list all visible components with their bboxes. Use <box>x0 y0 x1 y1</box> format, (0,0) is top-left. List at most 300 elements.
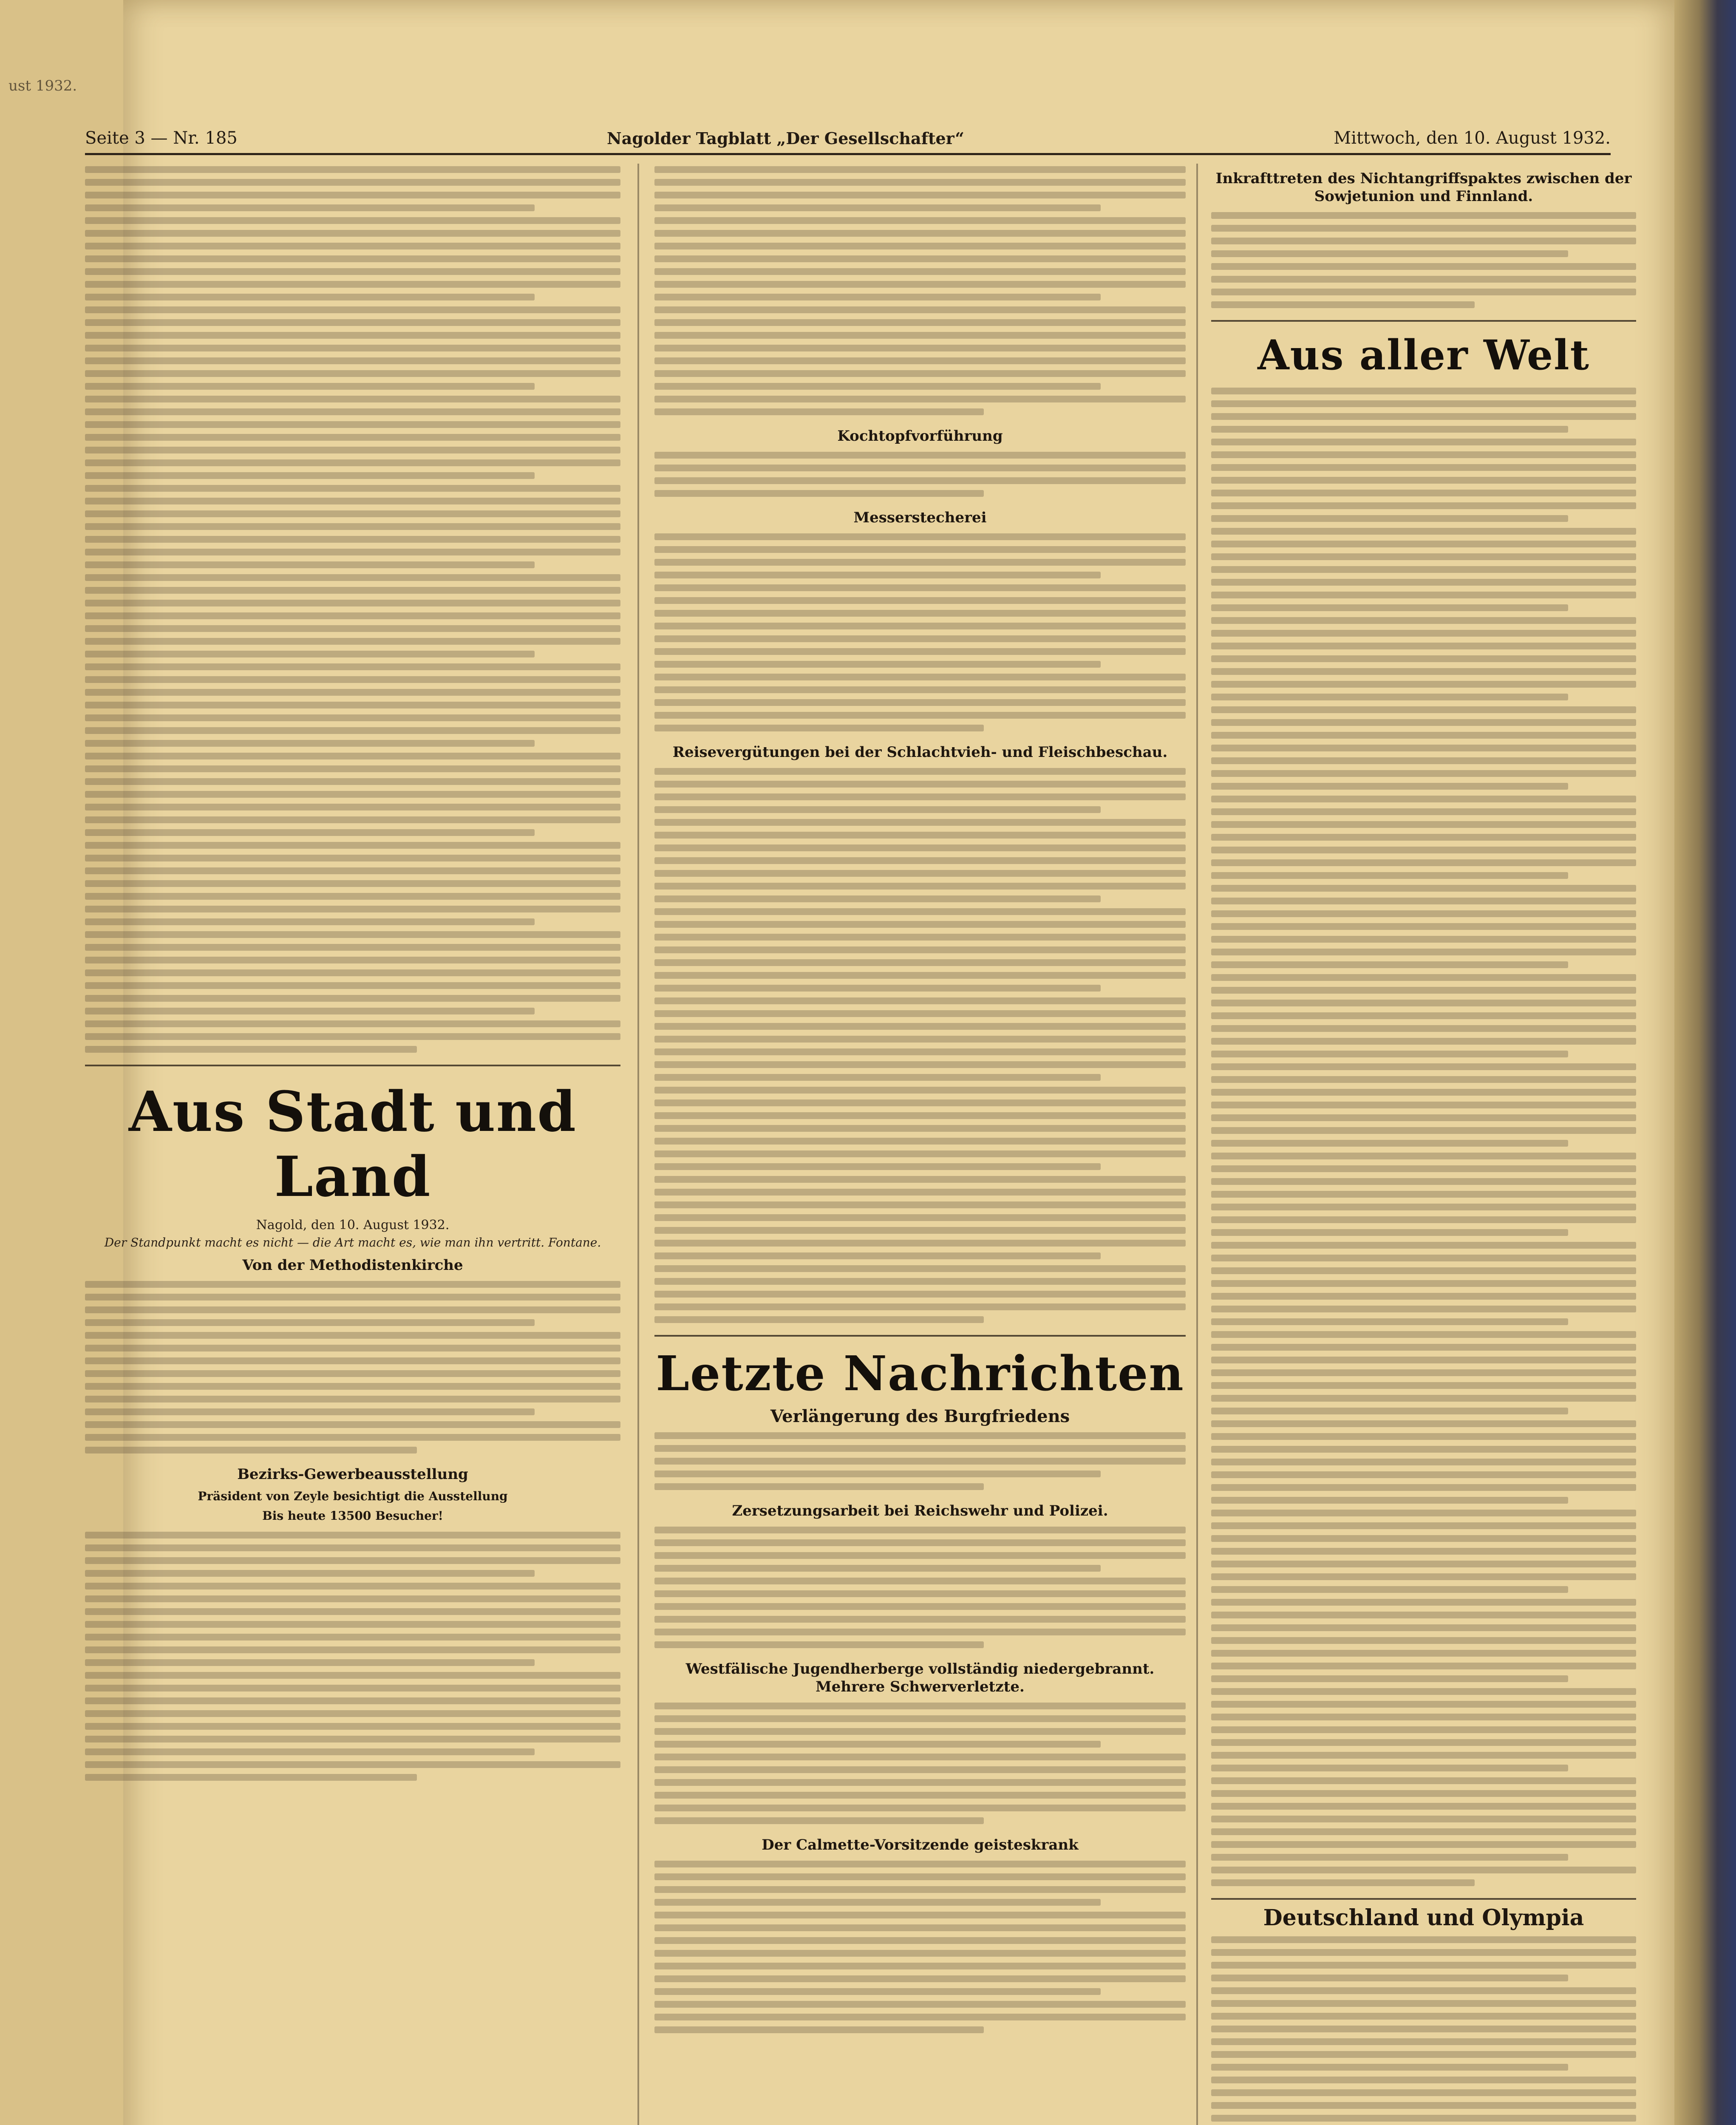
text-line <box>1211 1408 1568 1414</box>
text-line <box>654 1227 1186 1234</box>
text-line <box>654 1112 1186 1119</box>
text-line <box>1211 2000 1636 2007</box>
text-line <box>1211 1586 1568 1593</box>
text-line <box>85 1544 620 1551</box>
text-line <box>85 1595 620 1602</box>
column-2 <box>654 164 1186 2125</box>
text-line <box>1211 1637 1636 1644</box>
text-line <box>1211 1051 1568 1057</box>
text-line <box>85 957 620 963</box>
text-line <box>85 765 620 772</box>
text-line <box>654 661 1101 668</box>
text-line <box>85 1281 620 1288</box>
headline-jugendherberge: Westfälische Jugendherberge vollständig niedergebrannt. Mehrere Schwerverletzte. <box>685 1660 1155 1695</box>
text-line <box>1211 1344 1636 1351</box>
text-line <box>654 1483 984 1490</box>
text-line <box>85 689 620 696</box>
text-line <box>85 816 620 823</box>
text-line <box>85 1659 535 1666</box>
text-line <box>654 1201 1186 1208</box>
text-line <box>1211 1949 1636 1956</box>
text-line <box>654 319 1186 326</box>
text-line <box>85 893 620 900</box>
text-line <box>1211 1433 1636 1440</box>
text-line <box>85 1697 620 1704</box>
text-line <box>85 1046 417 1053</box>
text-line <box>85 179 620 186</box>
text-line <box>654 1087 1186 1094</box>
text-line <box>85 1434 620 1441</box>
text-line <box>654 883 1186 890</box>
text-line <box>1211 592 1636 598</box>
text-line <box>654 1278 1186 1285</box>
text-line <box>85 1447 417 1454</box>
text-line <box>1211 1777 1636 1784</box>
text-line <box>654 768 1186 775</box>
text-line <box>654 1176 1186 1183</box>
text-line <box>1211 2102 1636 2109</box>
text-line <box>1211 872 1568 879</box>
text-line <box>85 1383 620 1390</box>
text-line <box>1211 910 1636 917</box>
text-line <box>1211 1229 1568 1236</box>
text-line <box>85 855 620 861</box>
text-line <box>85 204 535 211</box>
text-line <box>654 2001 1186 2008</box>
text-line <box>654 230 1186 237</box>
text-line <box>1211 400 1636 407</box>
text-line <box>85 906 620 912</box>
text-line <box>1211 1816 1636 1822</box>
text-line <box>85 1557 620 1564</box>
text-line <box>85 1774 417 1781</box>
text-line <box>654 725 984 731</box>
text-line <box>654 2014 1186 2020</box>
text-line <box>1211 796 1636 802</box>
text-line <box>1211 898 1636 904</box>
text-line <box>654 1741 1101 1748</box>
text-line <box>1211 1936 1636 1943</box>
text-line <box>85 268 620 275</box>
text-line <box>654 1316 984 1323</box>
text-line <box>85 459 620 466</box>
text-line <box>1211 2064 1568 2071</box>
text-line <box>85 969 620 976</box>
text-line <box>654 1010 1186 1017</box>
text-line <box>85 1634 620 1640</box>
headline-burgfrieden: Verlängerung des Burgfriedens <box>770 1406 1070 1426</box>
text-line <box>654 559 1186 566</box>
page-number: Seite 3 — Nr. 185 <box>85 128 238 148</box>
text-line <box>85 498 620 504</box>
text-line <box>654 1728 1186 1735</box>
text-line <box>1211 1497 1568 1504</box>
newspaper-title: Nagolder Tagblatt „Der Gesellschafter“ <box>607 128 964 148</box>
text-line <box>1211 885 1636 892</box>
text-line <box>1211 388 1636 394</box>
text-line <box>1211 464 1636 471</box>
text-line <box>1211 1739 1636 1746</box>
text-line <box>1211 1216 1636 1223</box>
text-line <box>85 931 620 938</box>
text-line <box>654 857 1186 864</box>
text-line <box>1211 1331 1636 1338</box>
text-line <box>1211 1510 1636 1516</box>
text-line <box>1211 541 1636 547</box>
text-line <box>1211 1089 1636 1096</box>
section-rule <box>1211 320 1636 322</box>
section-rule <box>654 1335 1186 1337</box>
text-line <box>85 829 535 836</box>
text-line <box>1211 1714 1636 1720</box>
text-line <box>654 699 1186 706</box>
headline-nichtangriffspakt: Inkrafttreten des Nichtangriffspaktes zwischen der Sowjetunion und Finnland. <box>1215 170 1632 205</box>
text-line <box>1211 1204 1636 1210</box>
text-line <box>1211 1867 1636 1873</box>
text-line <box>1211 1140 1568 1147</box>
text-line <box>654 452 1186 459</box>
text-line <box>1211 630 1636 637</box>
text-line <box>654 1291 1186 1298</box>
text-line <box>654 959 1186 966</box>
text-line <box>654 533 1186 540</box>
text-line <box>85 944 620 951</box>
text-line <box>1211 1242 1636 1249</box>
text-line <box>654 1125 1186 1132</box>
text-line <box>85 192 620 198</box>
text-line <box>654 1641 984 1648</box>
text-line <box>654 255 1186 262</box>
text-line <box>654 1074 1101 1081</box>
text-line <box>85 1532 620 1538</box>
article-body <box>654 449 1186 499</box>
text-line <box>654 908 1186 915</box>
section-rule <box>85 1065 620 1066</box>
text-line <box>1211 821 1636 828</box>
text-line <box>1211 1280 1636 1287</box>
text-line <box>654 1265 1186 1272</box>
text-line <box>85 1583 620 1590</box>
text-line <box>85 536 620 543</box>
text-line <box>1211 1420 1636 1427</box>
text-line <box>1211 2013 1636 2020</box>
text-line <box>654 546 1186 553</box>
text-line <box>1211 1752 1636 1759</box>
text-line <box>85 1020 620 1027</box>
text-line <box>1211 1962 1636 1969</box>
text-line <box>1211 1765 1568 1771</box>
text-line <box>1211 2115 1636 2122</box>
text-line <box>85 319 620 326</box>
text-line <box>654 1565 1101 1572</box>
text-line <box>85 574 620 581</box>
text-line <box>654 192 1186 198</box>
text-line <box>654 1527 1186 1533</box>
text-line <box>654 1552 1186 1559</box>
text-line <box>85 485 620 492</box>
text-line <box>1211 655 1636 662</box>
text-line <box>1211 1446 1636 1453</box>
text-line <box>654 166 1186 173</box>
text-line <box>85 370 620 377</box>
text-line <box>1211 732 1636 739</box>
text-line <box>85 753 620 759</box>
text-line <box>1211 1318 1568 1325</box>
article-body <box>654 164 1186 418</box>
text-line <box>85 600 620 606</box>
text-line <box>1211 770 1636 777</box>
text-line <box>85 472 535 479</box>
text-line <box>654 572 1101 578</box>
text-line <box>1211 1102 1636 1108</box>
text-line <box>85 778 620 785</box>
text-line <box>85 918 535 925</box>
text-line <box>85 714 620 721</box>
text-line <box>654 870 1186 877</box>
text-line <box>1211 553 1636 560</box>
text-line <box>1211 451 1636 458</box>
text-line <box>85 995 620 1002</box>
text-line <box>654 844 1186 851</box>
text-line <box>85 740 535 747</box>
text-line <box>654 1214 1186 1221</box>
text-line <box>1211 1726 1636 1733</box>
text-line <box>85 1736 620 1742</box>
text-line <box>1211 2051 1636 2058</box>
text-line <box>654 1792 1186 1799</box>
column-3 <box>1211 164 1636 2125</box>
text-line <box>654 597 1186 604</box>
text-line <box>1211 643 1636 649</box>
article-body <box>1211 385 1636 1889</box>
text-line <box>85 663 620 670</box>
text-line <box>1211 413 1636 420</box>
text-line <box>654 179 1186 186</box>
text-line <box>654 1766 1186 1773</box>
text-line <box>1211 694 1568 700</box>
text-line <box>85 1621 620 1628</box>
text-line <box>1211 301 1475 308</box>
text-line <box>85 447 620 453</box>
text-line <box>1211 1293 1636 1300</box>
text-line <box>85 651 535 657</box>
section-heading-olympia: Deutschland und Olympia <box>1263 1905 1584 1931</box>
text-line <box>654 584 1186 591</box>
text-line <box>85 880 620 887</box>
article-body <box>1211 210 1636 311</box>
text-line <box>85 357 620 364</box>
text-line <box>85 294 535 300</box>
text-line <box>654 281 1186 288</box>
text-line <box>1211 225 1636 232</box>
text-line <box>85 1033 620 1040</box>
text-line <box>654 243 1186 249</box>
text-line <box>654 1099 1186 1106</box>
text-line <box>85 217 620 224</box>
text-line <box>1211 1255 1636 1261</box>
text-line <box>85 1421 620 1428</box>
text-line <box>1211 1841 1636 1848</box>
text-line <box>654 934 1186 941</box>
text-line <box>85 587 620 594</box>
text-line <box>654 1445 1186 1452</box>
text-line <box>85 842 620 849</box>
text-line <box>85 1008 535 1014</box>
text-line <box>85 255 620 262</box>
text-line <box>654 217 1186 224</box>
text-line <box>1211 1675 1568 1682</box>
text-line <box>1211 961 1568 968</box>
text-line <box>1211 974 1636 981</box>
text-line <box>654 806 1101 813</box>
text-line <box>654 1899 1101 1906</box>
text-line <box>654 985 1101 992</box>
text-line <box>1211 1191 1636 1198</box>
text-line <box>654 1988 1101 1995</box>
text-line <box>654 1240 1186 1247</box>
text-line <box>654 1189 1186 1196</box>
text-line <box>1211 1165 1636 1172</box>
text-line <box>85 791 620 798</box>
text-line <box>1211 502 1636 509</box>
article-body <box>654 765 1186 1326</box>
text-line <box>1211 847 1636 853</box>
text-line <box>85 982 620 989</box>
text-line <box>654 345 1186 351</box>
text-line <box>654 357 1186 364</box>
text-line <box>85 1370 620 1377</box>
text-line <box>654 204 1101 211</box>
text-line <box>85 1345 620 1352</box>
text-line <box>654 1303 1186 1310</box>
text-line <box>654 686 1186 693</box>
article-body <box>654 531 1186 734</box>
text-line <box>1211 1153 1636 1159</box>
text-line <box>1211 1038 1636 1045</box>
article-body <box>1211 1934 1636 2125</box>
text-line <box>1211 1650 1636 1657</box>
text-line <box>654 370 1186 377</box>
text-line <box>85 561 535 568</box>
text-line <box>1211 1484 1636 1491</box>
text-line <box>654 1432 1186 1439</box>
section-heading-letzte-nachrichten: Letzte Nachrichten <box>656 1346 1184 1402</box>
text-line <box>654 781 1186 788</box>
text-line <box>1211 1561 1636 1567</box>
text-line <box>85 408 620 415</box>
text-line <box>654 712 1186 719</box>
text-line <box>85 1748 535 1755</box>
text-line <box>1211 1025 1636 1032</box>
column-1 <box>85 164 620 2125</box>
article-body <box>654 1858 1186 2036</box>
text-line <box>654 1061 1186 1068</box>
text-line <box>654 997 1186 1004</box>
text-line <box>85 1396 620 1402</box>
section-heading-aus-aller-welt: Aus aller Welt <box>1257 331 1590 379</box>
text-line <box>654 1715 1186 1722</box>
text-line <box>1211 477 1636 484</box>
text-line <box>1211 1975 1568 1981</box>
text-line <box>654 306 1186 313</box>
text-line <box>85 1646 620 1653</box>
text-line <box>654 268 1186 275</box>
text-line <box>1211 1076 1636 1083</box>
text-line <box>85 625 620 632</box>
text-line <box>85 421 620 428</box>
text-line <box>85 1672 620 1679</box>
text-line <box>85 1685 620 1692</box>
motto: Der Standpunkt macht es nicht — die Art macht es, wie man ihn vertritt. Fontane. <box>104 1235 601 1250</box>
adjacent-page-fragment: ust 1932. <box>8 77 77 94</box>
text-line <box>654 1861 1186 1867</box>
text-line <box>85 523 620 530</box>
text-line <box>85 510 620 517</box>
text-line <box>1211 1548 1636 1555</box>
text-line <box>85 383 535 390</box>
text-line <box>1211 987 1636 994</box>
text-line <box>654 895 1101 902</box>
text-line <box>654 1138 1186 1145</box>
text-line <box>654 674 1186 680</box>
text-line <box>654 490 984 497</box>
text-line <box>1211 1000 1636 1006</box>
text-line <box>1211 1127 1636 1134</box>
text-line <box>1211 250 1568 257</box>
text-line <box>1211 490 1636 496</box>
text-line <box>654 610 1186 617</box>
text-line <box>654 946 1186 953</box>
text-line <box>1211 2026 1636 2032</box>
text-line <box>1211 1987 1636 1994</box>
text-line <box>654 1924 1186 1931</box>
section-rule <box>1211 1898 1636 1900</box>
text-line <box>654 1779 1186 1786</box>
text-line <box>85 434 620 441</box>
text-line <box>85 1570 535 1577</box>
text-line <box>654 1873 1186 1880</box>
text-line <box>1211 1535 1636 1542</box>
headline-kochtopfvorfuehrung: Kochtopfvorführung <box>837 428 1003 445</box>
text-line <box>1211 276 1636 283</box>
column-divider <box>1196 164 1198 2125</box>
text-line <box>654 635 1186 642</box>
text-line <box>654 793 1186 800</box>
page-header <box>85 123 1611 155</box>
text-line <box>654 1805 1186 1811</box>
text-line <box>654 1937 1186 1944</box>
text-line <box>1211 1178 1636 1185</box>
text-line <box>654 1252 1101 1259</box>
text-line <box>85 1319 535 1326</box>
text-line <box>654 1603 1186 1610</box>
text-line <box>654 1817 984 1824</box>
text-line <box>1211 439 1636 445</box>
text-line <box>1211 757 1636 764</box>
text-line <box>1211 949 1636 955</box>
text-line <box>85 1332 620 1339</box>
text-line <box>85 306 620 313</box>
text-line <box>1211 1854 1568 1861</box>
text-line <box>654 2026 984 2033</box>
text-line <box>1211 2038 1636 2045</box>
section-heading-stadt-land: Aus Stadt und Land <box>128 1079 577 1209</box>
text-line <box>85 702 620 708</box>
text-line <box>654 1048 1186 1055</box>
text-line <box>654 465 1186 471</box>
text-line <box>1211 719 1636 726</box>
text-line <box>1211 1357 1636 1363</box>
